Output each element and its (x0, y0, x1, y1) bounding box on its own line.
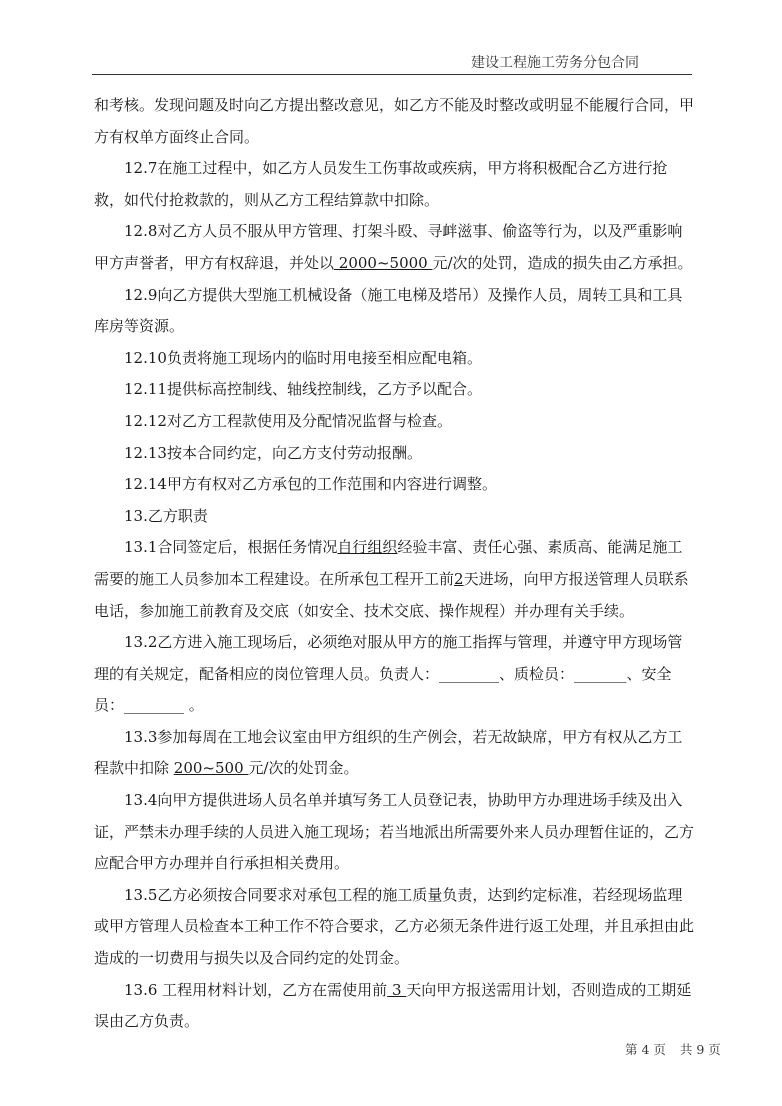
paragraph-text: 13.6 工程用材料计划，乙方在需使用前 (124, 980, 388, 999)
paragraph-text: 元/次的处罚，造成的损失由乙方承担。 (432, 253, 693, 272)
paragraph-text: 天进场，向甲方报送管理人员联系电话，参加施工前教育及交底（如安全、技术交底、操作规程）并办理有关手续。 (94, 569, 689, 620)
paragraph (94, 406, 694, 438)
paragraph-text: 和考核。发现问题及时向乙方提出整改意见，如乙方不能及时整改或明显不能履行合同，甲方有权单方面终止合同。 (94, 96, 695, 146)
paragraph-text: 12.7在施工过程中，如乙方人员发生工伤事故或疾病，甲方将积极配合乙方进行抢救，如代付抢救款的，则从乙方工程结算款中扣除。 (94, 159, 668, 209)
underlined-value: 200~500 (173, 759, 249, 778)
paragraph-text: 12.14甲方有权对乙方承包的工作范围和内容进行调整。 (124, 475, 497, 494)
paragraph-text: 13.5乙方必须按合同要求对承包工程的施工质量负责，达到约定标准，若经现场监理或甲方管理人员检查本工种工作不符合要求，乙方必须无条件进行返工处理，并且承担由此造成的一切费用与损失以及合同约定的处罚金。 (94, 885, 695, 968)
paragraph (94, 785, 694, 880)
paragraph (94, 153, 694, 216)
paragraph (94, 975, 694, 1038)
paragraph (94, 438, 694, 470)
paragraph-text: 元/次的处罚金。 (248, 759, 359, 778)
document-body (94, 90, 694, 1038)
paragraph-text: 13.2乙方进入施工现场后，必须绝对服从甲方的施工指挥与管理，并遵守甲方现场管理的有关规定，配备相应的岗位管理人员。负责人：________、质检员：_______、安全员：________ 。 (94, 633, 683, 715)
paragraph (94, 627, 694, 722)
page-number: 第 4 页 (625, 1042, 666, 1057)
page-header-title: 建设工程施工劳务分包合同 (471, 55, 639, 71)
paragraph (94, 501, 694, 533)
paragraph (94, 532, 694, 627)
page-footer (625, 1040, 721, 1058)
paragraph-text: 13.4向甲方提供进场人员名单并填写务工人员登记表，协助甲方办理进场手续及出入证，严禁未办理手续的人员进入施工现场；若当地派出所需要外来人员办理暂住证的，乙方应配合甲方办理并自行承担相关费用。 (94, 791, 695, 873)
paragraph-text: 12.11提供标高控制线、轴线控制线，乙方予以配合。 (124, 380, 482, 399)
paragraph-text: 12.10负责将施工现场内的临时用电接至相应配电箱。 (124, 348, 482, 367)
paragraph-text: 经验丰富、责任心强、素质高、能满足施工需要的施工人员参加本工程建设。在所承包工程开工前 (94, 538, 683, 588)
paragraph-text: 13.乙方职责 (124, 506, 208, 525)
underlined-value: 3 (387, 980, 407, 999)
underlined-value: 自行组织 (337, 538, 398, 557)
paragraph (94, 880, 694, 975)
paragraph (94, 722, 694, 785)
underlined-value: 2 (454, 569, 464, 588)
paragraph (94, 469, 694, 501)
paragraph-text: 天向甲方报送需用计划，否则造成的工期延误由乙方负责。 (94, 980, 692, 1031)
paragraph (94, 90, 694, 153)
header-rule (92, 74, 692, 75)
underlined-value: 2000~5000 (334, 253, 433, 272)
paragraph (94, 216, 694, 279)
page-total: 共 9 页 (679, 1042, 721, 1057)
paragraph-text: 12.9向乙方提供大型施工机械设备（施工电梯及塔吊）及操作人员，周转工具和工具库房等资源。 (94, 285, 683, 336)
paragraph-text: 13.1合同签定后，根据任务情况 (124, 538, 338, 557)
paragraph (94, 280, 694, 343)
paragraph-text: 12.13按本合同约定，向乙方支付劳动报酬。 (124, 443, 422, 462)
paragraph (94, 343, 694, 375)
paragraph-text: 13.3参加每周在工地会议室由甲方组织的生产例会，若无故缺席，甲方有权从乙方工程款中扣除 (94, 727, 683, 778)
paragraph-text: 12.12对乙方工程款使用及分配情况监督与检查。 (124, 411, 452, 430)
paragraph (94, 374, 694, 406)
paragraph-text: 12.8对乙方人员不服从甲方管理、打架斗殴、寻衅滋事、偷盗等行为，以及严重影响甲方声誉者，甲方有权辞退，并处以 (94, 222, 683, 272)
